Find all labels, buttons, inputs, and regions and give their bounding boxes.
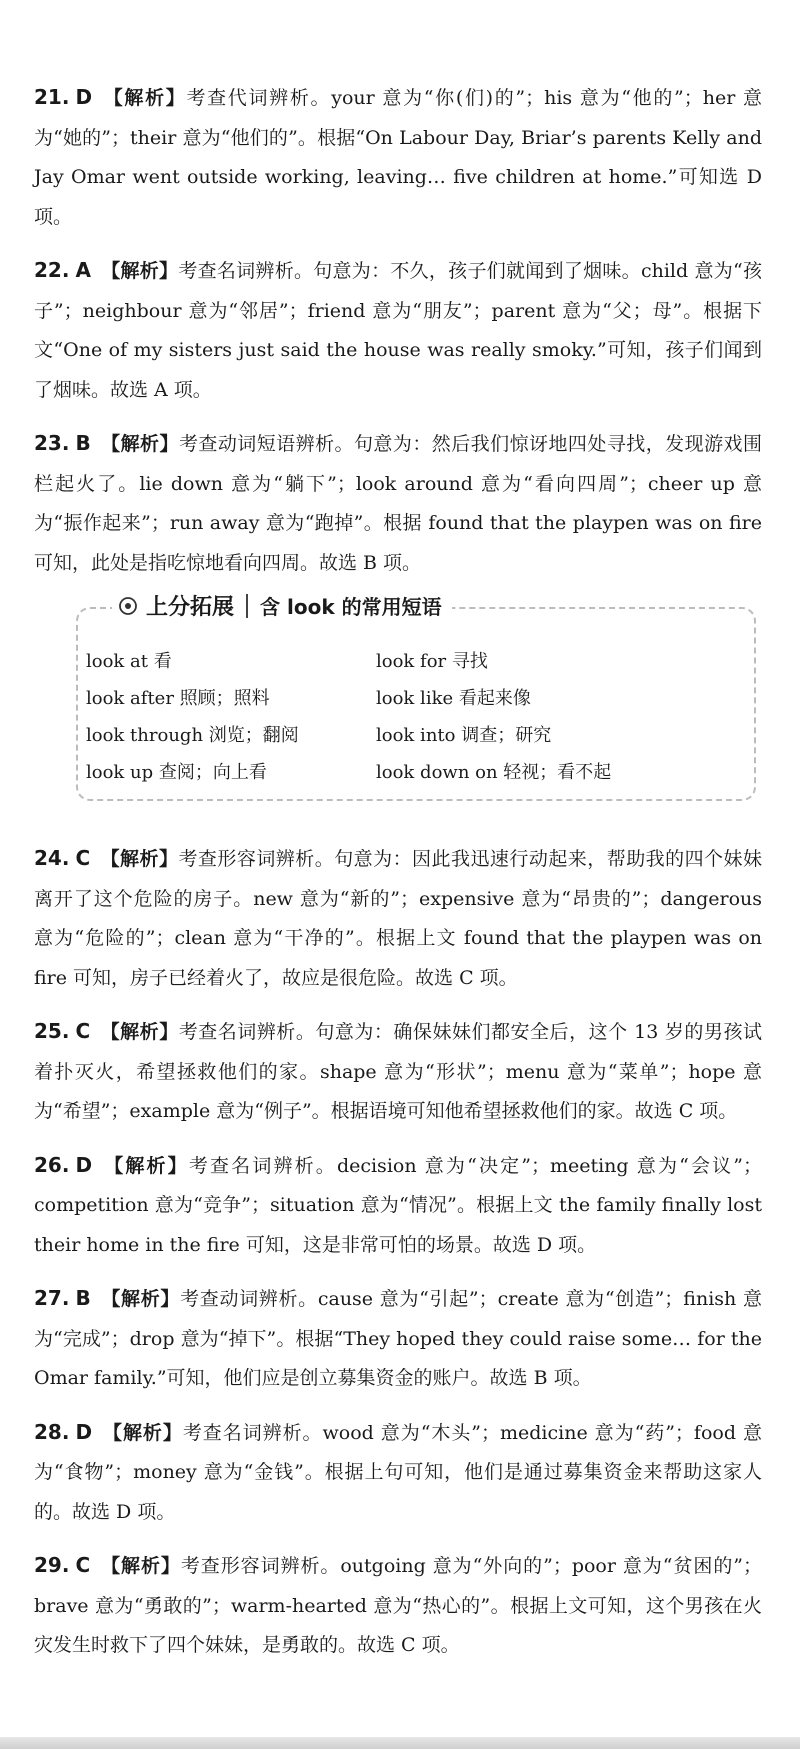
phrase-item: look up 查阅；向上看	[86, 761, 267, 783]
answer-letter: D	[75, 85, 93, 109]
answer-letter: B	[75, 431, 91, 455]
question-28	[34, 1413, 762, 1533]
question-25	[34, 1012, 762, 1132]
phrase-grid	[86, 641, 746, 789]
phrase-item: look through 浏览；翻阅	[86, 724, 299, 746]
analysis-text: 考查动词辨析。cause 意为“引起”；create 意为“创造”；finish 意为“完成”；drop 意为“掉下”。根据“They hoped they could raise some… for the Omar family.”可知，他们应是创立募集资金的账户。故选 B 项。	[34, 1288, 762, 1389]
answer-letter: C	[75, 1019, 91, 1043]
answer-letter: A	[75, 258, 91, 282]
analysis-text: 考查名词辨析。句意为：不久，孩子们就闻到了烟味。child 意为“孩子”；neighbour 意为“邻居”；friend 意为“朋友”；parent 意为“父；母”。根据下文“One of my sisters just said the house was really smoky.”可知，孩子们闻到了烟味。故选 A 项。	[34, 260, 762, 401]
analysis-tag: 【解析】	[102, 1154, 189, 1177]
phrase-row	[86, 641, 746, 678]
phrase-row	[86, 715, 746, 752]
extension-header	[112, 590, 452, 621]
question-23	[34, 424, 762, 583]
phrase-item: look like 看起来像	[376, 687, 531, 709]
answer-letter: B	[75, 1286, 91, 1310]
phrase-row	[86, 752, 746, 789]
question-21	[34, 78, 762, 237]
analysis-text: 考查形容词辨析。outgoing 意为“外向的”；poor 意为“贫困的”；brave 意为“勇敢的”；warm-hearted 意为“热心的”。根据上文可知，这个男孩在火灾发生时救下了四个妹妹，是勇敢的。故选 C 项。	[34, 1555, 762, 1656]
phrase-row	[86, 678, 746, 715]
question-number: 25.	[34, 1019, 70, 1043]
phrase-item: look down on 轻视；看不起	[376, 761, 612, 783]
question-number: 26.	[34, 1152, 70, 1177]
question-number: 28.	[34, 1419, 70, 1444]
analysis-tag: 【解析】	[100, 260, 179, 282]
phrase-item: look for 寻找	[376, 650, 488, 672]
extension-subtitle: 含 look 的常用短语	[260, 595, 442, 619]
analysis-tag: 【解析】	[102, 87, 187, 109]
question-29	[34, 1546, 762, 1666]
analysis-text: 考查动词短语辨析。句意为：然后我们惊讶地四处寻找，发现游戏围栏起火了。lie down 意为“躺下”；look around 意为“看向四周”；cheer up 意为“振作起来”；run away 意为“跑掉”。根据 found that the playpen was on fire 可知，此处是指吃惊地看向四周。故选 B 项。	[34, 433, 762, 574]
answer-letter: C	[75, 1553, 91, 1577]
analysis-tag: 【解析】	[102, 1421, 183, 1444]
analysis-tag: 【解析】	[100, 1555, 181, 1577]
answer-list	[34, 78, 762, 1680]
question-number: 27.	[34, 1286, 70, 1310]
question-26	[34, 1146, 762, 1266]
phrase-item: look after 照顾；照料	[86, 687, 270, 709]
question-24	[34, 839, 762, 998]
question-number: 24.	[34, 846, 70, 870]
analysis-text: 考查代词辨析。your 意为“你(们)的”；his 意为“他的”；her 意为“她的”；their 意为“他们的”。根据“On Labour Day, Briar’s parents Kelly and Jay Omar went outside working, leaving… five children at home.”可知选 D 项。	[34, 87, 762, 228]
analysis-text: 考查名词辨析。wood 意为“木头”；medicine 意为“药”；food 意为“食物”；money 意为“金钱”。根据上句可知，他们是通过募集资金来帮助这家人的。故选 D 项。	[34, 1421, 762, 1523]
phrase-item: look into 调查；研究	[376, 724, 552, 746]
question-22	[34, 251, 762, 410]
extension-title: 上分拓展	[146, 595, 235, 620]
analysis-tag: 【解析】	[100, 1288, 181, 1310]
page-bottom-edge	[0, 1737, 800, 1749]
answer-letter: C	[75, 846, 91, 870]
analysis-tag: 【解析】	[100, 433, 179, 455]
analysis-tag: 【解析】	[100, 1021, 179, 1043]
phrase-item: look at 看	[86, 650, 172, 672]
question-number: 22.	[34, 258, 70, 282]
analysis-text: 考查名词辨析。句意为：确保妹妹们都安全后，这个 13 岁的男孩试着扑灭火，希望拯救他们的家。shape 意为“形状”；menu 意为“菜单”；hope 意为“希望”；example 意为“例子”。根据语境可知他希望拯救他们的家。故选 C 项。	[34, 1021, 762, 1122]
answer-letter: D	[75, 1419, 93, 1444]
target-icon	[118, 596, 138, 616]
header-divider	[246, 594, 248, 618]
question-number: 29.	[34, 1553, 70, 1577]
analysis-text: 考查名词辨析。decision 意为“决定”；meeting 意为“会议”；competition 意为“竞争”；situation 意为“情况”。根据上文 the family finally lost their home in the fire 可知，这是非常可怕的场景。故选 D 项。	[34, 1154, 762, 1256]
analysis-tag: 【解析】	[100, 848, 179, 870]
extension-box	[76, 595, 756, 801]
question-number: 23.	[34, 431, 70, 455]
question-27	[34, 1279, 762, 1399]
answer-letter: D	[75, 1152, 93, 1177]
analysis-text: 考查形容词辨析。句意为：因此我迅速行动起来，帮助我的四个妹妹离开了这个危险的房子。new 意为“新的”；expensive 意为“昂贵的”；dangerous 意为“危险的”；clean 意为“干净的”。根据上文 found that the playpen was on fire 可知，房子已经着火了，故应是很危险。故选 C 项。	[34, 848, 762, 989]
question-number: 21.	[34, 85, 70, 109]
